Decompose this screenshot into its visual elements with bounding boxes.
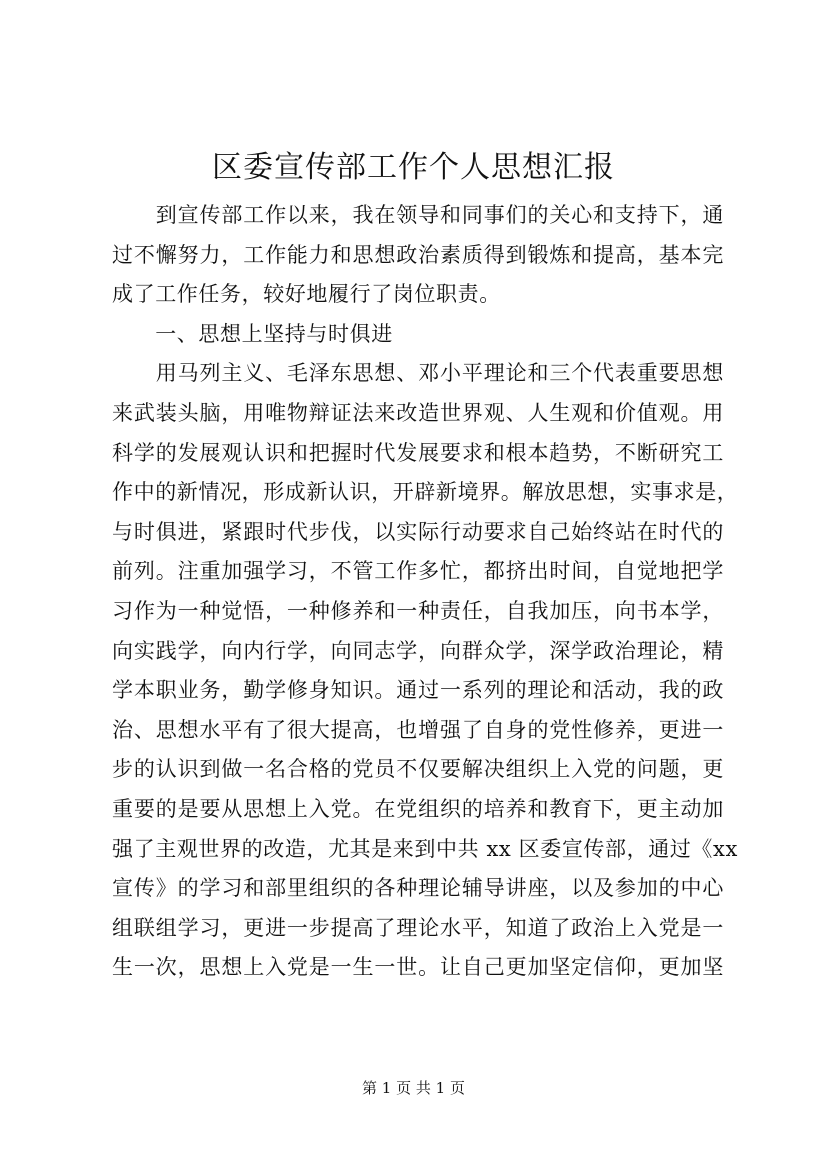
body-line: 前列。注重加强学习，不管工作多忙，都挤出时间，自觉地把学	[112, 559, 724, 584]
body-line: 与时俱进，紧跟时代步伐，以实际行动要求自己始终站在时代的	[112, 519, 724, 544]
body-line: 强了主观世界的改造，尤其是来到中共 xx 区委宣传部，通过《xx	[112, 836, 738, 861]
body-line: 步的认识到做一名合格的党员不仅要解决组织上入党的问题，更	[112, 757, 724, 782]
document-title: 区委宣传部工作个人思想汇报	[212, 150, 615, 185]
body-line: 宣传》的学习和部里组织的各种理论辅导讲座，以及参加的中心	[112, 876, 724, 901]
body-line: 学本职业务，勤学修身知识。通过一系列的理论和活动，我的政	[112, 678, 724, 703]
body-line: 重要的是要从思想上入党。在党组织的培养和教育下，更主动加	[112, 796, 724, 821]
document-body	[112, 196, 739, 988]
body-line: 来武装头脑，用唯物辩证法来改造世界观、人生观和价值观。用	[112, 400, 724, 425]
body-line: 作中的新情况，形成新认识，开辟新境界。解放思想，实事求是，	[112, 480, 739, 505]
section-heading: 一、思想上坚持与时俱进	[112, 321, 393, 346]
body-line: 组联组学习，更进一步提高了理论水平，知道了政治上入党是一	[112, 915, 724, 940]
body-line: 到宣传部工作以来，我在领导和同事们的关心和支持下，通	[112, 203, 724, 227]
body-line: 生一次，思想上入党是一生一世。让自己更加坚定信仰，更加坚	[112, 955, 724, 980]
page-number-footer: 第 1 页 共 1 页	[362, 1079, 465, 1097]
body-line: 成了工作任务，较好地履行了岗位职责。	[112, 282, 501, 307]
body-line: 习作为一种觉悟，一种修养和一种责任，自我加压，向书本学，	[112, 598, 724, 623]
body-line: 科学的发展观认识和把握时代发展要求和根本趋势，不断研究工	[112, 440, 724, 465]
body-line: 向实践学，向内行学，向同志学，向群众学，深学政治理论，精	[112, 638, 724, 663]
body-line: 用马列主义、毛泽东思想、邓小平理论和三个代表重要思想	[112, 361, 724, 386]
body-line: 治、思想水平有了很大提高，也增强了自身的党性修养，更进一	[112, 717, 724, 742]
body-line: 过不懈努力，工作能力和思想政治素质得到锻炼和提高，基本完	[112, 242, 724, 267]
